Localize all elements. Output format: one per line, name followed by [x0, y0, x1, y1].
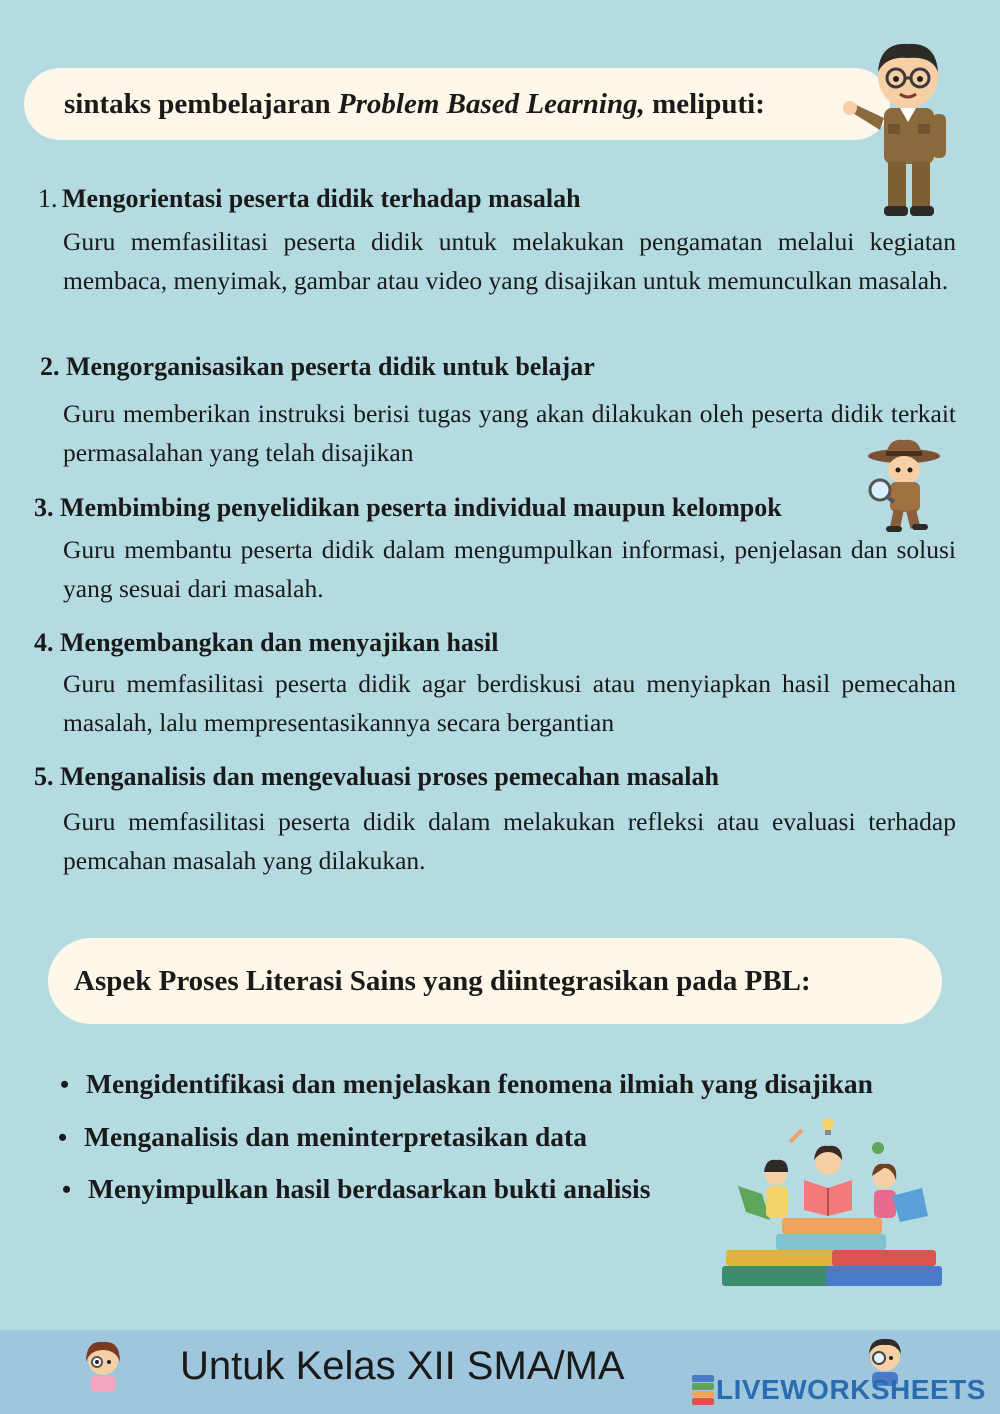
aspect-item-text: Mengidentifikasi dan menjelaskan fenomena ilmiah yang disajikan: [86, 1068, 873, 1099]
aspect-item-text: Menyimpulkan hasil berdasarkan bukti analisis: [88, 1173, 651, 1204]
footer-title: Untuk Kelas XII SMA/MA: [180, 1344, 625, 1388]
step-4-body: Guru memfasilitasi peserta didik agar berdiskusi atau menyiapkan hasil pemecahan masalah, lalu mempresentasikannya secara bergantian: [63, 669, 956, 737]
teacher-illustration: [842, 38, 954, 218]
step-5-heading: [34, 762, 719, 792]
aspects-title: Aspek Proses Literasi Sains yang diintegrasikan pada PBL:: [74, 964, 811, 997]
header-title-italic: Problem Based Learning,: [337, 87, 645, 120]
bullet-dot: •: [62, 1175, 72, 1204]
aspect-item-text: Menganalisis dan meninterpretasikan data: [84, 1121, 587, 1152]
step-5-body: Guru memfasilitasi peserta didik dalam melakukan refleksi atau evaluasi terhadap pemcahan masalah yang dilakukan.: [63, 807, 956, 875]
header-banner: [24, 68, 890, 140]
aspect-item: [60, 1068, 873, 1100]
step-3-body: Guru membantu peserta didik dalam mengumpulkan informasi, penjelasan dan solusi yang sesuai dari masalah.: [63, 535, 956, 603]
step-2-number: 2.: [40, 352, 60, 381]
bullet-dot: •: [60, 1070, 70, 1099]
step-3-number: 3.: [34, 493, 54, 522]
step-2-heading: [40, 352, 595, 382]
step-1-heading: [38, 184, 581, 214]
step-2-title: Mengorganisasikan peserta didik untuk belajar: [66, 352, 595, 381]
step-1-number: 1.: [38, 184, 58, 213]
step-5-title: Menganalisis dan mengevaluasi proses pemecahan masalah: [60, 762, 719, 791]
students-reading-illustration: [716, 1116, 946, 1292]
bullet-dot: •: [58, 1123, 68, 1152]
aspect-item: [58, 1121, 587, 1153]
step-3-heading: [34, 493, 782, 523]
header-title: [64, 88, 765, 121]
detective-illustration: [864, 438, 948, 534]
step-1-body: Guru memfasilitasi peserta didik untuk melakukan pengamatan melalui kegiatan membaca, menyimak, gambar atau video yang disajikan untuk memunculkan masalah.: [63, 227, 956, 295]
step-1-title: Mengorientasi peserta didik terhadap masalah: [62, 184, 581, 213]
step-3-title: Membimbing penyelidikan peserta individual maupun kelompok: [60, 493, 782, 522]
aspects-banner: [48, 938, 942, 1024]
step-2-body: Guru memberikan instruksi berisi tugas yang akan dilakukan oleh peserta didik terkait permasalahan yang telah disajikan: [63, 399, 956, 467]
step-4-heading: [34, 628, 498, 658]
header-title-prefix: sintaks pembelajaran: [64, 87, 338, 120]
step-4-number: 4.: [34, 628, 54, 657]
step-4-title: Mengembangkan dan menyajikan hasil: [60, 628, 499, 657]
footer-bar: [0, 1330, 1000, 1414]
step-5-number: 5.: [34, 762, 54, 791]
header-title-suffix: meliputi:: [644, 87, 765, 120]
liveworksheets-text: LIVEWORKSHEETS: [716, 1374, 986, 1405]
liveworksheets-watermark: [692, 1374, 986, 1406]
liveworksheets-logo-icon: [692, 1375, 714, 1405]
aspect-item: [62, 1173, 650, 1205]
girl-magnifier-icon: [80, 1338, 126, 1394]
